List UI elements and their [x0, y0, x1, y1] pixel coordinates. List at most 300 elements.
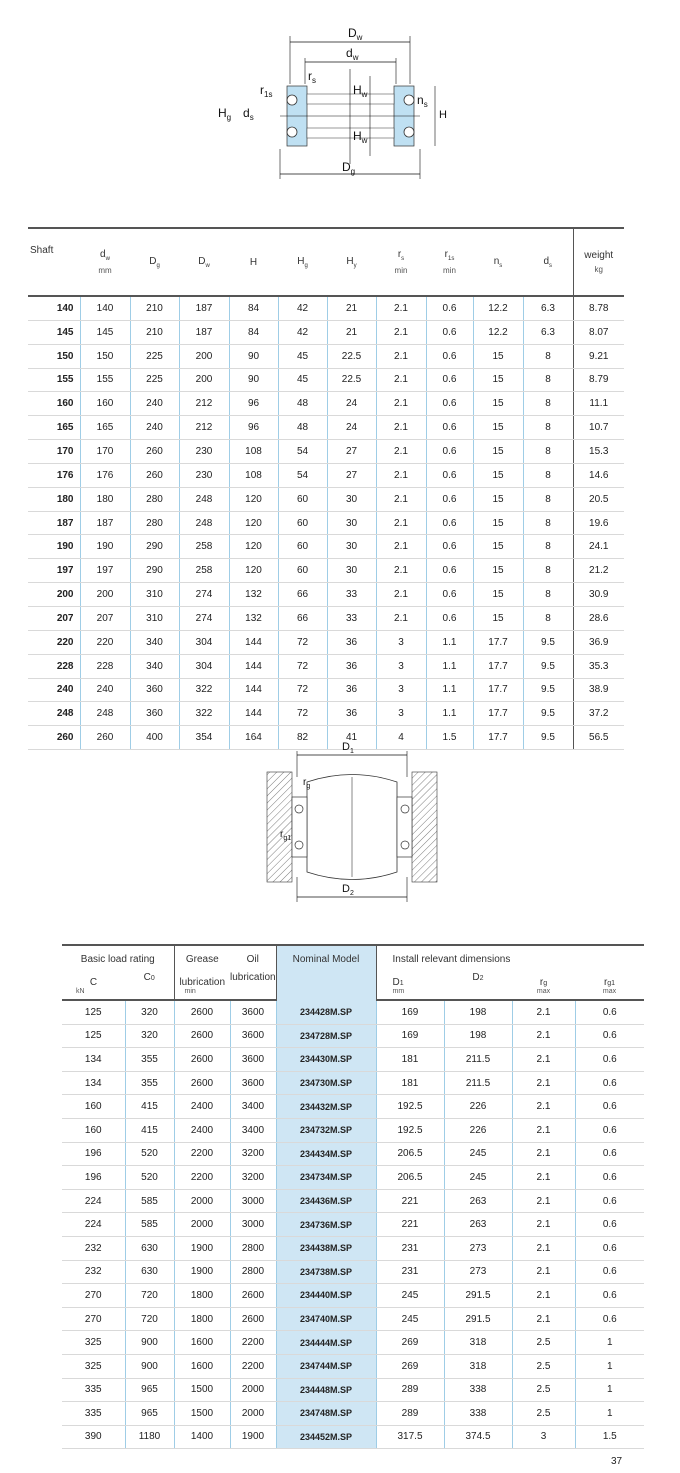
table-cell: 228 [28, 654, 80, 678]
table-cell: 240 [80, 678, 130, 702]
table-cell: 196 [62, 1142, 125, 1166]
table-cell: 231 [376, 1236, 444, 1260]
table-cell: 230 [179, 463, 229, 487]
table-cell: 9.21 [573, 344, 624, 368]
table-cell: 36 [327, 630, 376, 654]
table-cell: 2.1 [512, 1284, 575, 1308]
model-cell: 234434M.SP [276, 1142, 376, 1166]
table-cell: 3400 [230, 1095, 276, 1119]
table-cell: 160 [62, 1118, 125, 1142]
table-cell: 0.6 [426, 320, 473, 344]
table-cell: 120 [229, 511, 278, 535]
table-cell: 187 [80, 511, 130, 535]
table1-header-cell: $H_y$ [327, 228, 376, 296]
table-cell: 374.5 [444, 1425, 512, 1449]
header-c: C kN [62, 972, 125, 1000]
table-cell: 9.5 [523, 678, 573, 702]
table-cell: 2600 [174, 1024, 230, 1048]
table-cell: 2.5 [512, 1402, 575, 1426]
table-cell: 1.1 [426, 630, 473, 654]
table-row [62, 1166, 644, 1190]
table-cell: 3 [376, 630, 426, 654]
table-cell: 8.79 [573, 368, 624, 392]
model-cell: 234732M.SP [276, 1118, 376, 1142]
table-cell: 0.6 [426, 416, 473, 440]
table-cell: 290 [130, 535, 179, 559]
table-cell: 72 [278, 630, 327, 654]
table-cell: 45 [278, 344, 327, 368]
table-row [28, 368, 624, 392]
table-cell: 520 [125, 1142, 174, 1166]
table-cell: 132 [229, 583, 278, 607]
table-cell: 1 [575, 1402, 644, 1426]
table-cell: 2600 [230, 1284, 276, 1308]
table-cell: 169 [376, 1000, 444, 1024]
table-cell: 2.1 [376, 296, 426, 320]
table-row [28, 296, 624, 320]
table-cell: 231 [376, 1260, 444, 1284]
table-row [28, 487, 624, 511]
table-cell: 1.5 [575, 1425, 644, 1449]
table-cell: 210 [130, 296, 179, 320]
table-cell: 245 [376, 1284, 444, 1308]
table-cell: 248 [28, 702, 80, 726]
table-cell: 2.1 [512, 1236, 575, 1260]
table-cell: 155 [80, 368, 130, 392]
table-cell: 15 [473, 583, 523, 607]
label-rs: $r_s$ [308, 69, 316, 85]
table-cell: 2000 [230, 1378, 276, 1402]
table-cell: 211.5 [444, 1071, 512, 1095]
table-cell: 17.7 [473, 702, 523, 726]
table-row [28, 320, 624, 344]
table-row [62, 1307, 644, 1331]
table-cell: 0.6 [426, 440, 473, 464]
table-cell: 21 [327, 296, 376, 320]
table-cell: 180 [80, 487, 130, 511]
table-cell: 10.7 [573, 416, 624, 440]
table-cell: 140 [80, 296, 130, 320]
model-cell: 234436M.SP [276, 1189, 376, 1213]
model-cell: 234740M.SP [276, 1307, 376, 1331]
table-cell: 630 [125, 1260, 174, 1284]
table-cell: 15 [473, 559, 523, 583]
dimensions-table [28, 227, 624, 750]
table-cell: 33 [327, 583, 376, 607]
table-row [28, 440, 624, 464]
table-cell: 232 [62, 1260, 125, 1284]
table-cell: 132 [229, 606, 278, 630]
table1-header-cell: $D_g$ [130, 228, 179, 296]
table-cell: 15 [473, 511, 523, 535]
table-cell: 290 [130, 559, 179, 583]
table-cell: 187 [28, 511, 80, 535]
table-cell: 170 [80, 440, 130, 464]
table-cell: 192.5 [376, 1095, 444, 1119]
table1-header-cell: $D_w$ [179, 228, 229, 296]
model-cell: 234430M.SP [276, 1048, 376, 1072]
table-cell: 2.1 [512, 1000, 575, 1024]
table-cell: 206.5 [376, 1166, 444, 1190]
table-cell: 338 [444, 1402, 512, 1426]
table-cell: 1.1 [426, 678, 473, 702]
table-cell: 3600 [230, 1048, 276, 1072]
table-cell: 2.1 [376, 606, 426, 630]
table1-header-cell: H [229, 228, 278, 296]
table-row [28, 463, 624, 487]
bearing-cross-section-diagram [210, 24, 460, 184]
table-cell: 221 [376, 1213, 444, 1237]
table-cell: 2.1 [376, 463, 426, 487]
table-row [62, 1142, 644, 1166]
table-cell: 585 [125, 1189, 174, 1213]
table-row [28, 416, 624, 440]
table-row [28, 583, 624, 607]
table-row [62, 1378, 644, 1402]
table-row [62, 1402, 644, 1426]
table-cell: 900 [125, 1331, 174, 1355]
table-cell: 181 [376, 1048, 444, 1072]
table-cell: 2000 [174, 1189, 230, 1213]
table-cell: 1 [575, 1331, 644, 1355]
table-cell: 134 [62, 1048, 125, 1072]
table-cell: 2200 [230, 1331, 276, 1355]
mounting-diagram [262, 737, 442, 907]
table-cell: 720 [125, 1307, 174, 1331]
table-cell: 15 [473, 416, 523, 440]
table-cell: 144 [229, 702, 278, 726]
header-basic-load-rating: Basic load rating [80, 953, 155, 965]
table1-header-cell: Shaft [28, 228, 80, 296]
table-cell: 15 [473, 606, 523, 630]
table-cell: 144 [229, 678, 278, 702]
table-cell: 155 [28, 368, 80, 392]
table1-header-cell: $n_s$ [473, 228, 523, 296]
table-cell: 2.5 [512, 1331, 575, 1355]
table-cell: 280 [130, 487, 179, 511]
table-cell: 120 [229, 535, 278, 559]
table-cell: 263 [444, 1213, 512, 1237]
table-cell: 120 [229, 487, 278, 511]
table-cell: 1 [575, 1378, 644, 1402]
table-row [28, 654, 624, 678]
table-cell: 181 [376, 1071, 444, 1095]
table-cell: 2.1 [376, 416, 426, 440]
table-cell: 2.1 [376, 487, 426, 511]
table-cell: 207 [28, 606, 80, 630]
label-ns: $n_s$ [417, 93, 428, 109]
table-cell: 322 [179, 702, 229, 726]
label-Dw: $D_w$ [348, 26, 363, 42]
table-cell: 164 [229, 726, 278, 750]
header-c0: C0 [125, 972, 174, 1000]
table-cell: 258 [179, 535, 229, 559]
table-cell: 2.1 [376, 440, 426, 464]
table-cell: 90 [229, 344, 278, 368]
table-cell: 8 [523, 559, 573, 583]
table-cell: 2400 [174, 1118, 230, 1142]
table-cell: 28.6 [573, 606, 624, 630]
table-cell: 22.5 [327, 368, 376, 392]
table-cell: 245 [376, 1307, 444, 1331]
table-cell: 304 [179, 654, 229, 678]
table-cell: 30.9 [573, 583, 624, 607]
table-cell: 2.1 [376, 368, 426, 392]
table-cell: 1900 [174, 1236, 230, 1260]
table-cell: 8 [523, 344, 573, 368]
table-cell: 165 [80, 416, 130, 440]
table-cell: 1400 [174, 1425, 230, 1449]
table-row [62, 1095, 644, 1119]
table-cell: 24 [327, 392, 376, 416]
table-cell: 230 [179, 440, 229, 464]
table-cell: 2.1 [512, 1095, 575, 1119]
table-cell: 228 [80, 654, 130, 678]
table-cell: 2600 [230, 1307, 276, 1331]
table-cell: 240 [130, 416, 179, 440]
table-cell: 220 [28, 630, 80, 654]
table-cell: 245 [444, 1142, 512, 1166]
table-cell: 360 [130, 702, 179, 726]
table-cell: 1.1 [426, 654, 473, 678]
table-cell: 0.6 [426, 368, 473, 392]
table-cell: 36.9 [573, 630, 624, 654]
table-cell: 96 [229, 392, 278, 416]
table1-header-cell: weight kg [573, 228, 624, 296]
table-cell: 41 [327, 726, 376, 750]
table1-header-cell: $d_s$ [523, 228, 573, 296]
header-oil: Oil [246, 953, 259, 965]
table-cell: 0.6 [575, 1189, 644, 1213]
table-cell: 15 [473, 487, 523, 511]
table-cell: 0.6 [426, 344, 473, 368]
table-cell: 0.6 [575, 1095, 644, 1119]
table-cell: 2.1 [512, 1260, 575, 1284]
table-cell: 1.1 [426, 702, 473, 726]
table-cell: 415 [125, 1118, 174, 1142]
table-row [62, 1118, 644, 1142]
table-cell: 150 [28, 344, 80, 368]
header-rg1: rg1 max [575, 972, 644, 1000]
table-cell: 273 [444, 1236, 512, 1260]
table-cell: 340 [130, 630, 179, 654]
table-cell: 3000 [230, 1189, 276, 1213]
table-cell: 0.6 [575, 1048, 644, 1072]
table-cell: 245 [444, 1166, 512, 1190]
table-cell: 19.6 [573, 511, 624, 535]
table-cell: 340 [130, 654, 179, 678]
table-cell: 3200 [230, 1166, 276, 1190]
table-cell: 210 [130, 320, 179, 344]
header-grease-lubrication: lubrication min [174, 972, 230, 1000]
table-cell: 15 [473, 535, 523, 559]
table-cell: 335 [62, 1378, 125, 1402]
table-cell: 24 [327, 416, 376, 440]
table-cell: 1800 [174, 1284, 230, 1308]
table-cell: 0.6 [575, 1307, 644, 1331]
table-cell: 212 [179, 416, 229, 440]
table-cell: 585 [125, 1213, 174, 1237]
model-cell: 234748M.SP [276, 1402, 376, 1426]
table-cell: 150 [80, 344, 130, 368]
table-cell: 72 [278, 678, 327, 702]
table-cell: 240 [130, 392, 179, 416]
table-cell: 965 [125, 1402, 174, 1426]
table-cell: 232 [62, 1236, 125, 1260]
page-number: 37 [611, 1456, 623, 1467]
table-cell: 240 [28, 678, 80, 702]
model-cell: 234428M.SP [276, 1000, 376, 1024]
table-cell: 0.6 [575, 1024, 644, 1048]
label-Hw-top: $H_w$ [353, 83, 368, 99]
table-cell: 225 [130, 344, 179, 368]
table-cell: 48 [278, 392, 327, 416]
table-cell: 90 [229, 368, 278, 392]
table-cell: 60 [278, 535, 327, 559]
table-row [28, 559, 624, 583]
table-cell: 0.6 [426, 511, 473, 535]
table-cell: 108 [229, 440, 278, 464]
table-row [62, 1189, 644, 1213]
table-cell: 3600 [230, 1000, 276, 1024]
table-row [28, 535, 624, 559]
table-cell: 0.6 [426, 559, 473, 583]
table-cell: 125 [62, 1024, 125, 1048]
table-cell: 21 [327, 320, 376, 344]
table-cell: 2.1 [512, 1213, 575, 1237]
table-cell: 2.1 [512, 1071, 575, 1095]
table-cell: 2.1 [376, 320, 426, 344]
table-cell: 0.6 [575, 1118, 644, 1142]
table-cell: 2200 [174, 1166, 230, 1190]
table-cell: 8 [523, 606, 573, 630]
table-cell: 120 [229, 559, 278, 583]
table-cell: 190 [80, 535, 130, 559]
table-cell: 15 [473, 392, 523, 416]
table-cell: 160 [28, 392, 80, 416]
table-row [62, 1000, 644, 1024]
table-cell: 310 [130, 606, 179, 630]
table-cell: 72 [278, 702, 327, 726]
header-grease: Grease [174, 945, 230, 972]
table-cell: 36 [327, 702, 376, 726]
table-cell: 2600 [174, 1071, 230, 1095]
table-cell: 176 [28, 463, 80, 487]
table-cell: 72 [278, 654, 327, 678]
table-cell: 140 [28, 296, 80, 320]
table-cell: 291.5 [444, 1307, 512, 1331]
table-cell: 42 [278, 296, 327, 320]
table-cell: 304 [179, 630, 229, 654]
table-cell: 30 [327, 535, 376, 559]
table-cell: 176 [80, 463, 130, 487]
table-cell: 27 [327, 440, 376, 464]
model-cell: 234730M.SP [276, 1071, 376, 1095]
table-cell: 3200 [230, 1142, 276, 1166]
table1-header-cell: $r_{1s}$ min [426, 228, 473, 296]
table-cell: 900 [125, 1354, 174, 1378]
table-cell: 190 [28, 535, 80, 559]
table-row [62, 1284, 644, 1308]
model-cell: 234452M.SP [276, 1425, 376, 1449]
table-cell: 1 [575, 1354, 644, 1378]
table-cell: 54 [278, 440, 327, 464]
table-cell: 2.1 [376, 344, 426, 368]
table-cell: 0.6 [575, 1000, 644, 1024]
table-cell: 22.5 [327, 344, 376, 368]
table-cell: 12.2 [473, 296, 523, 320]
table-cell: 145 [28, 320, 80, 344]
table-cell: 355 [125, 1071, 174, 1095]
table-cell: 274 [179, 583, 229, 607]
table-cell: 211.5 [444, 1048, 512, 1072]
table-row [62, 1236, 644, 1260]
table-cell: 325 [62, 1354, 125, 1378]
table-cell: 0.6 [426, 606, 473, 630]
table-cell: 8 [523, 487, 573, 511]
table-row [28, 630, 624, 654]
table-row [62, 1260, 644, 1284]
table-cell: 289 [376, 1378, 444, 1402]
table-cell: 520 [125, 1166, 174, 1190]
table-cell: 144 [229, 654, 278, 678]
table-row [62, 1024, 644, 1048]
table-cell: 60 [278, 511, 327, 535]
table-cell: 196 [62, 1166, 125, 1190]
table-cell: 220 [80, 630, 130, 654]
table-cell: 38.9 [573, 678, 624, 702]
table-cell: 27 [327, 463, 376, 487]
table-cell: 206.5 [376, 1142, 444, 1166]
table-cell: 197 [80, 559, 130, 583]
table-cell: 207 [80, 606, 130, 630]
table-cell: 224 [62, 1213, 125, 1237]
table-cell: 96 [229, 416, 278, 440]
table-cell: 1.5 [426, 726, 473, 750]
table-cell: 260 [28, 726, 80, 750]
table-cell: 108 [229, 463, 278, 487]
table-cell: 2800 [230, 1236, 276, 1260]
table-row [28, 678, 624, 702]
table-cell: 1500 [174, 1402, 230, 1426]
table-cell: 0.6 [575, 1071, 644, 1095]
table-cell: 325 [62, 1331, 125, 1355]
table-cell: 3400 [230, 1118, 276, 1142]
table-cell: 3000 [230, 1213, 276, 1237]
mounting-diagram-svg [262, 737, 442, 907]
table-cell: 66 [278, 583, 327, 607]
table-row [62, 1354, 644, 1378]
table-row [28, 344, 624, 368]
table-cell: 8.07 [573, 320, 624, 344]
load-rating-table [62, 944, 644, 1449]
label-D1: $D_1$ [342, 741, 354, 755]
table-cell: 0.6 [426, 296, 473, 320]
model-cell: 234728M.SP [276, 1024, 376, 1048]
table-cell: 84 [229, 320, 278, 344]
table-cell: 0.6 [426, 487, 473, 511]
table-cell: 3 [376, 702, 426, 726]
table-cell: 15 [473, 440, 523, 464]
table-cell: 8 [523, 416, 573, 440]
table-cell: 0.6 [575, 1236, 644, 1260]
table-row [62, 1425, 644, 1449]
header-rg: rg max [512, 972, 575, 1000]
model-cell: 234744M.SP [276, 1354, 376, 1378]
table-cell: 187 [179, 296, 229, 320]
model-cell: 234440M.SP [276, 1284, 376, 1308]
table-cell: 2.1 [512, 1048, 575, 1072]
